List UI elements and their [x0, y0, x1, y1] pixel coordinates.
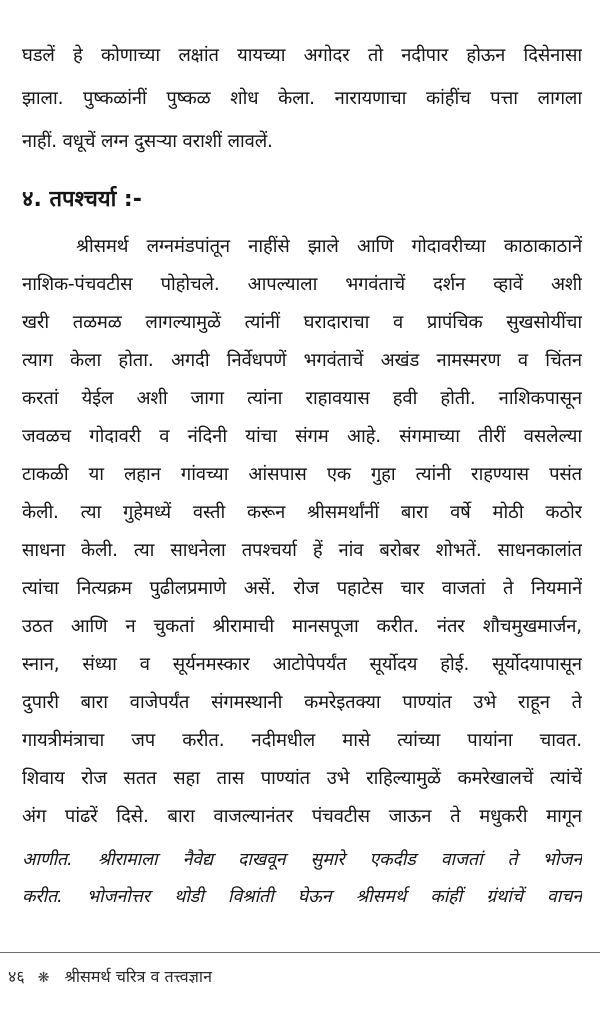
text-line: उठत आणि न चुकतां श्रीरामाची मानसपूजा करीत. नंतर शौचमुखमार्जन, — [22, 616, 582, 637]
text-line: खरी तळमळ लागल्यामुळें त्यांनीं घरादाराचा व प्रापंचिक सुखसोयींचा — [22, 312, 582, 333]
page-footer — [8, 962, 212, 993]
text-line: घडलें हे कोणाच्या लक्षांत यायच्या अगोदर तो नदीपार होऊन दिसेनासा — [22, 45, 582, 66]
text-line: श्रीसमर्थ लग्नमंडपांतून नाहींसे झाले आणि गोदावरीच्या काठाकाठानें — [76, 236, 582, 257]
text-line: स्नान, संध्या व सूर्यनमस्कार आटोपेपर्यंत सूर्योदय होई. सूर्योदयापासून — [22, 654, 582, 675]
footer-divider — [0, 952, 600, 953]
text-line: गायत्रीमंत्राचा जप करीत. नदीमधील मासे त्यांच्या पायांना चावत. — [22, 730, 582, 751]
text-line: अंग पांढरें दिसे. बारा वाजल्यानंतर पंचवटीस जाऊन ते मधुकरी मागून — [22, 806, 582, 827]
text-line: केली. त्या गुहेमध्यें वस्ती करून श्रीसमर्थांनीं बारा वर्षे मोठी कठोर — [22, 502, 582, 523]
book-title: श्रीसमर्थ चरित्र व तत्त्वज्ञान — [64, 967, 212, 986]
text-line: करीत. भोजनोत्तर थोडी विश्रांती घेऊन श्रीसमर्थ कांहीं ग्रंथांचें वाचन — [22, 887, 582, 907]
text-line: शिवाय रोज सतत सहा तास पाण्यांत उभे राहिल्यामुळें कमरेखालचें त्यांचें — [22, 768, 582, 789]
text-line: झाला. पुष्कळांनीं पुष्कळ शोध केला. नारायणाचा कांहींच पत्ता लागला — [22, 88, 582, 109]
text-line: टाकळी या लहान गांवच्या आंसपास एक गुहा त्यांनी राहण्यास पसंत — [22, 464, 582, 485]
text-line: त्यांचा नित्यक्रम पुढीलप्रमाणे असें. रोज पहाटेस चार वाजतां ते नियमानें — [22, 578, 582, 599]
text-line: आणीत. श्रीरामाला नैवेद्य दाखवून सुमारे एकदीड वाजतां ते भोजन — [22, 850, 582, 870]
text-line: जवळच गोदावरी व नंदिनी यांचा संगम आहे. संगमाच्या तीरीं वसलेल्या — [22, 426, 582, 447]
flower-ornament-icon: ❋ — [37, 970, 50, 986]
text-line: साधना केली. त्या साधनेला तपश्चर्या हें नांव बरोबर शोभतें. साधनकालांत — [22, 540, 582, 561]
text-line: दुपारी बारा वाजेपर्यंत संगमस्थानी कमरेइतक्या पाण्यांत उभे राहून ते — [22, 692, 582, 713]
text-line: नाहीं. वधूचें लग्न दुसऱ्या वराशीं लावलें. — [22, 131, 273, 152]
text-line: त्याग केला होता. अगदी निर्वेधपणें भगवंताचें अखंड नामस्मरण व चिंतन — [22, 350, 582, 371]
text-line: नाशिक-पंचवटीस पोहोचले. आपल्याला भगवंताचें दर्शन व्हावें अशी — [22, 274, 582, 295]
page-number: ४६ — [8, 967, 25, 986]
section-heading: ४. तपश्चर्या :- — [22, 187, 142, 212]
text-line: करतां येईल अशी जागा त्यांना राहावयास हवी होती. नाशिकपासून — [22, 388, 582, 409]
